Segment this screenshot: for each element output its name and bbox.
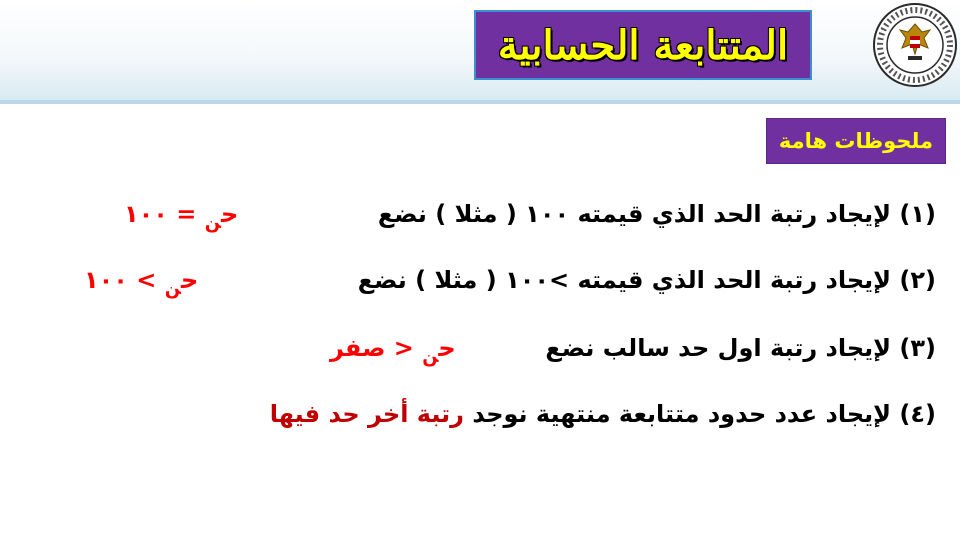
note-item-1-expression: [124, 200, 239, 233]
expr-rest: = ١٠٠: [124, 200, 197, 228]
note-item-2-expression: [84, 266, 199, 299]
expr-rest: > ١٠٠: [84, 266, 157, 294]
note-item-4-highlight: رتبة أخر حد فيها: [269, 400, 464, 428]
title-banner: [474, 10, 812, 80]
note-item-3-expression: [330, 334, 456, 367]
expr-symbol: ح: [438, 334, 456, 362]
page-title: المتتابعة الحسابية: [497, 21, 789, 69]
expr-symbol: ح: [180, 266, 199, 294]
notes-label-box: [766, 118, 946, 164]
expr-rest: < صفر: [330, 334, 414, 362]
note-item-1: (١) لإيجاد رتبة الحد الذي قيمته ١٠٠ ( مثلا ) نضع: [377, 200, 936, 228]
expr-subscript: ن: [164, 278, 181, 299]
expr-subscript: ن: [422, 346, 439, 367]
expr-subscript: ن: [204, 212, 221, 233]
note-item-4-text: (٤) لإيجاد عدد حدود متتابعة منتهية نوجد: [472, 400, 936, 428]
ministry-seal-icon: [872, 2, 958, 88]
note-item-3: (٣) لإيجاد رتبة اول حد سالب نضع: [545, 334, 936, 362]
header-divider: [0, 100, 960, 104]
expr-symbol: ح: [220, 200, 239, 228]
note-item-2: (٢) لإيجاد رتبة الحد الذي قيمته >١٠٠ ( مثلا ) نضع: [357, 266, 936, 294]
note-item-4: [270, 400, 936, 428]
notes-label: ملحوظات هامة: [778, 129, 934, 153]
